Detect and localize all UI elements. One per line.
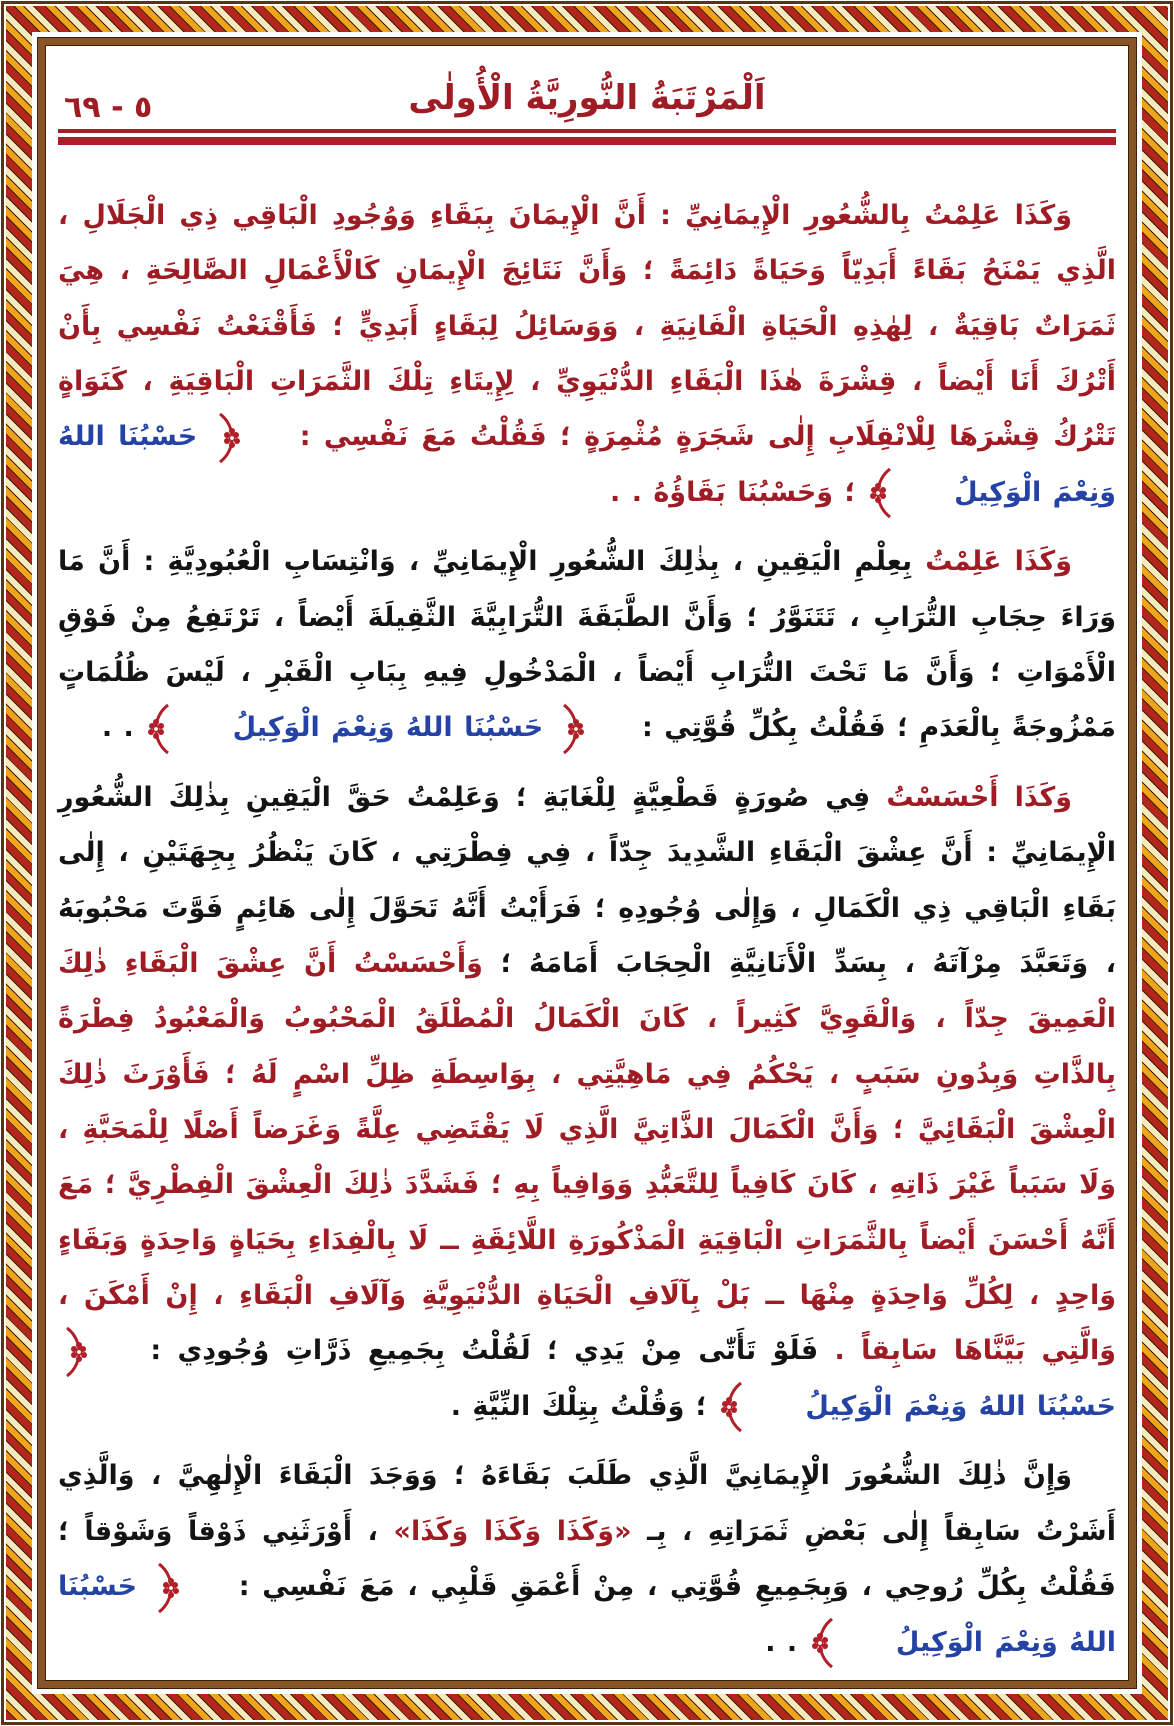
quran-quote: حَسْبُنَا اللهُ وَنِعْمَ الْوَكِيلُ [58,421,1116,508]
page-content [58,52,1116,1674]
ornate-rosette-bracket-open-icon [558,702,628,756]
ornate-rosette-bracket-open-icon [153,1561,223,1615]
paragraph [58,770,1116,1434]
text-segment-red: «وَكَذَا وَكَذَا وَكَذَا» [393,1515,632,1547]
ornate-rosette-bracket-close-icon [148,702,218,756]
page-number: ٥ - ٦٩ [64,90,153,125]
text-segment-red: وَكَذَا عَلِمْتُ بِالشُّعُورِ الْإِيمَانِيِّ : أَنَّ الْإِيمَانَ بِبَقَاءِ وَوُجُودِ الْبَاقِي ذِي الْجَلَالِ ، الَّذِي يَمْنَحُ بَقَاءً أَبَدِيّاً وَحَيَاةً دَائِمَةً ؛ وَأَنَّ نَتَائِجَ الْإِيمَانِ كَالْأَعْمَالِ الصَّالِحَةِ ، هِيَ ثَمَرَاتٌ بَاقِيَةٌ ، لِهٰذِهِ الْحَيَاةِ الْفَانِيَةِ ، وَوَسَائِلُ لِبَقَاءٍ أَبَدِيٍّ ؛ فَأَقْنَعْتُ نَفْسِي بِأَنْ أَتْرُكَ أَنَا أَيْضاً ، قِشْرَةَ هٰذَا الْبَقَاءِ الدُّنْيَوِيِّ ، لِإِيتَاءِ تِلْكَ الثَّمَرَاتِ الْبَاقِيَةِ ، كَنَوَاةٍ تَتْرُكُ قِشْرَهَا لِلْانْقِلَابِ إِلٰى شَجَرَةٍ مُثْمِرَةٍ ؛ فَقُلْتُ مَعَ نَفْسِي : [58,200,1116,453]
quran-quote: حَسْبُنَا اللهُ وَنِعْمَ الْوَكِيلُ [232,712,544,744]
text-segment-black: . . [101,712,134,744]
quran-quote: حَسْبُنَا اللهُ وَنِعْمَ الْوَكِيلُ [805,1390,1116,1422]
text-segment-red: وَكَذَا أَحْسَسْتُ [870,781,1072,813]
text-segment-black: بِعِلْمِ الْيَقِينِ ، بِذٰلِكَ الشُّعُورِ الْإِيمَانِيِّ ، وَانْتِسَابِ الْعُبُودِيَّةِ : أَنَّ مَا وَرَاءَ حِجَابِ التُّرَابِ ، تَتَنَوَّرُ ؛ وَأَنَّ الطَّبَقَةَ التُّرَابِيَّةَ الثَّقِيلَةَ أَيْضاً ، تَرْتَفِعُ مِنْ فَوْقِ الْأَمْوَاتِ ؛ وَأَنَّ مَا تَحْتَ التُّرَابِ أَيْضاً ، الْمَدْخُولِ فِيهِ بِبَابِ الْقَبْرِ ، لَيْسَ ظُلُمَاتٍ مَمْزُوجَةً بِالْعَدَمِ ؛ فَقُلْتُ بِكُلِّ قُوَّتِي : [58,546,1116,744]
paragraph [58,534,1116,756]
page-title: اَلْمَرْتَبَةُ النُّورِيَّةُ الْأُولٰى [408,78,766,118]
text-segment-black: فَلَوْ تَأَتّٰى مِنْ يَدِي ؛ لَقُلْتُ بِجَمِيعِ ذَرَّاتِ وُجُودِي : [134,1335,819,1367]
text-segment-black: فِي صُورَةٍ قَطْعِيَّةٍ لِلْغَايَةِ ؛ وَعَلِمْتُ حَقَّ الْيَقِينِ بِذٰلِكَ الشُّعُورِ الْإِيمَانِيِّ : أَنَّ عِشْقَ الْبَقَاءِ الشَّدِيدَ جِدّاً ، فِي فِطْرَتِي ، كَانَ يَنْظُرُ بِجِهَتَيْنِ ، إِلٰى بَقَاءِ الْبَاقِي ذِي الْكَمَالِ ، وَإِلٰى وُجُودِهِ ؛ فَرَأَيْتُ أَنَّهُ تَحَوَّلَ إِلٰى هَائِمٍ فَوَّتَ مَحْبُوبَهُ ، وَتَعَبَّدَ مِرْآتَهُ ، بِسَدِّ الْأَنَانِيَّةِ الْحِجَابَ أَمَامَهُ ؛ [58,781,1116,979]
text-segment-black: ؛ وَقُلْتُ بِتِلْكَ النِّيَّةِ . [450,1390,707,1422]
text-segment-red: وَأَحْسَسْتُ أَنَّ عِشْقَ الْبَقَاءِ ذٰلِكَ الْعَمِيقَ جِدّاً ، وَالْقَوِيَّ كَثِيراً ، كَانَ الْكَمَالُ الْمُطْلَقُ الْمَحْبُوبُ وَالْمَعْبُودُ فِطْرَةً بِالذَّاتِ وَبِدُونِ سَبَبٍ ، يَحْكُمُ فِي مَاهِيَّتِي ، بِوَاسِطَةِ ظِلِّ اسْمٍ لَهُ ؛ فَأَوْرَثَ ذٰلِكَ الْعِشْقَ الْبَقَائِيَّ ؛ وَأَنَّ الْكَمَالَ الذَّاتِيَّ الَّذِي لَا يَقْتَضِي عِلَّةً وَغَرَضاً أَصْلًا لِلْمَحَبَّةِ ، وَلَا سَبَباً غَيْرَ ذَاتِهِ ، كَانَ كَافِياً لِلتَّعَبُّدِ وَوَافِياً بِهِ ؛ فَشَدَّدَ ذٰلِكَ الْعِشْقَ الْفِطْرِيَّ ؛ مَعَ أَنَّهُ أَحْسَنَ أَيْضاً بِالثَّمَرَاتِ الْبَاقِيَةِ الْمَذْكُورَةِ اللَّائِقَةِ ــ لَا بِالْفِدَاءِ بِحَيَاةٍ وَاحِدَةٍ وَبَقَاءٍ وَاحِدٍ ، لِكُلِّ وَاحِدَةٍ مِنْهَا ــ بَلْ بِآلَافِ الْحَيَاةِ الدُّنْيَوِيَّةِ وَآلَافِ الْبَقَاءِ ، إِنْ أَمْكَنَ ، وَالَّتِي بَيَّنَّاهَا سَابِقاً . [58,947,1117,1367]
page-header [58,52,1116,170]
text-segment-red: ؛ وَحَسْبُنَا بَقَاؤُهُ . . [610,476,856,508]
paragraph [58,188,1116,520]
ornate-rosette-bracket-open-icon [214,411,284,465]
text-segment-black: . . [765,1626,798,1658]
text-segment-red: وَكَذَا عَلِمْتُ [912,546,1072,578]
ornate-rosette-bracket-open-icon [61,1325,131,1379]
text-segment-black: وَإِنَّ ذٰلِكَ الشُّعُورَ الْإِيمَانِيَّ الَّذِي طَلَبَ بَقَاءَهُ ؛ وَوَجَدَ الْبَقَاءَ الْإِلٰهِيَّ ، وَالَّذِي أَشَرْتُ سَابِقاً إِلٰى بَعْضِ ثَمَرَاتِهِ ، بِـ [58,1460,1116,1547]
text-segment-black: ، أَوْرَثَنِي ذَوْقاً وَشَوْقاً ؛ فَقُلْتُ بِكُلِّ رُوحِي ، وَبِجَمِيعِ قُوَّتِي ، مِنْ أَعْمَقِ قَلْبِي ، مَعَ نَفْسِي : [58,1515,1116,1603]
ornate-rosette-bracket-close-icon [870,466,940,520]
ornate-rosette-bracket-close-icon [721,1380,791,1434]
quran-quote: حَسْبُنَا اللهُ وَنِعْمَ الْوَكِيلُ [58,1571,1116,1658]
ornate-rosette-bracket-close-icon [812,1616,882,1670]
paragraph [58,1448,1116,1670]
title-double-rule [58,129,1116,145]
body-text [58,188,1116,1670]
